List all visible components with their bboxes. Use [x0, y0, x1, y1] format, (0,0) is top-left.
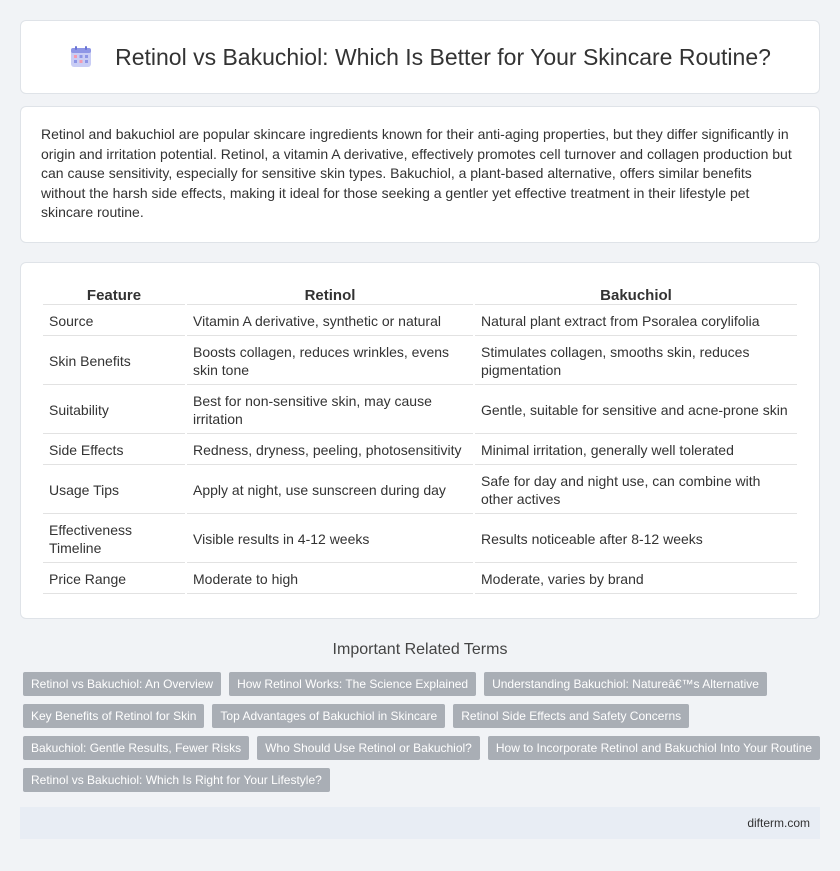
bakuchiol-cell: Gentle, suitable for sensitive and acne-prone skin	[475, 387, 797, 434]
related-terms-title: Important Related Terms	[332, 641, 508, 658]
feature-cell: Skin Benefits	[43, 338, 185, 385]
related-term-link[interactable]: How to Incorporate Retinol and Bakuchiol Into Your Routine	[488, 736, 820, 760]
feature-cell: Suitability	[43, 387, 185, 434]
retinol-cell: Moderate to high	[187, 565, 473, 594]
header-bakuchiol: Bakuchiol	[475, 283, 797, 305]
tag-row	[23, 768, 823, 792]
related-term-link[interactable]: Top Advantages of Bakuchiol in Skincare	[212, 704, 445, 728]
table-row	[43, 387, 797, 434]
table-row	[43, 307, 797, 336]
bakuchiol-cell: Minimal irritation, generally well tolerated	[475, 436, 797, 465]
footer-site-name: difterm.com	[747, 816, 810, 830]
related-term-link[interactable]: Who Should Use Retinol or Bakuchiol?	[257, 736, 480, 760]
calendar-grid-icon	[69, 45, 93, 69]
tag-row	[23, 736, 823, 760]
retinol-cell: Boosts collagen, reduces wrinkles, evens skin tone	[187, 338, 473, 385]
related-term-link[interactable]: Retinol Side Effects and Safety Concerns	[453, 704, 689, 728]
table-row	[43, 436, 797, 465]
intro-card	[20, 106, 820, 243]
header-retinol: Retinol	[187, 283, 473, 305]
page-title: Retinol vs Bakuchiol: Which Is Better for Your Skincare Routine?	[115, 43, 771, 70]
bakuchiol-cell: Natural plant extract from Psoralea corylifolia	[475, 307, 797, 336]
feature-cell: Price Range	[43, 565, 185, 594]
feature-cell: Source	[43, 307, 185, 336]
feature-cell: Effectiveness Timeline	[43, 516, 185, 563]
related-term-link[interactable]: Understanding Bakuchiol: Natureâ€™s Alternative	[484, 672, 767, 696]
related-terms-list	[23, 672, 823, 800]
feature-cell: Side Effects	[43, 436, 185, 465]
related-term-link[interactable]: Retinol vs Bakuchiol: Which Is Right for Your Lifestyle?	[23, 768, 330, 792]
bakuchiol-cell: Safe for day and night use, can combine with other actives	[475, 467, 797, 514]
table-row	[43, 467, 797, 514]
comparison-card	[20, 262, 820, 619]
tag-row	[23, 672, 823, 696]
header-feature: Feature	[43, 283, 185, 305]
related-term-link[interactable]: Key Benefits of Retinol for Skin	[23, 704, 204, 728]
tag-row	[23, 704, 823, 728]
table-row	[43, 516, 797, 563]
retinol-cell: Redness, dryness, peeling, photosensitivity	[187, 436, 473, 465]
bakuchiol-cell: Moderate, varies by brand	[475, 565, 797, 594]
header-card	[20, 20, 820, 94]
comparison-table	[41, 281, 799, 596]
footer	[20, 807, 820, 839]
related-term-link[interactable]: Bakuchiol: Gentle Results, Fewer Risks	[23, 736, 249, 760]
table-row	[43, 338, 797, 385]
retinol-cell: Vitamin A derivative, synthetic or natural	[187, 307, 473, 336]
intro-paragraph: Retinol and bakuchiol are popular skincare ingredients known for their anti-aging properties, but they differ significantly in origin and irritation potential. Retinol, a vitamin A derivative, effectively promotes cell turnover and collagen production but can cause sensitivity, especially for sensitive skin types. Bakuchiol, a plant-based alternative, offers similar benefits without the harsh side effects, making it ideal for those seeking a gentler yet effective treatment in their lifestyle pet skincare routine.	[41, 126, 792, 221]
table-row	[43, 565, 797, 594]
retinol-cell: Apply at night, use sunscreen during day	[187, 467, 473, 514]
bakuchiol-cell: Results noticeable after 8-12 weeks	[475, 516, 797, 563]
retinol-cell: Best for non-sensitive skin, may cause irritation	[187, 387, 473, 434]
bakuchiol-cell: Stimulates collagen, smooths skin, reduces pigmentation	[475, 338, 797, 385]
table-header-row	[43, 283, 797, 305]
feature-cell: Usage Tips	[43, 467, 185, 514]
related-term-link[interactable]: How Retinol Works: The Science Explained	[229, 672, 476, 696]
related-term-link[interactable]: Retinol vs Bakuchiol: An Overview	[23, 672, 221, 696]
retinol-cell: Visible results in 4-12 weeks	[187, 516, 473, 563]
